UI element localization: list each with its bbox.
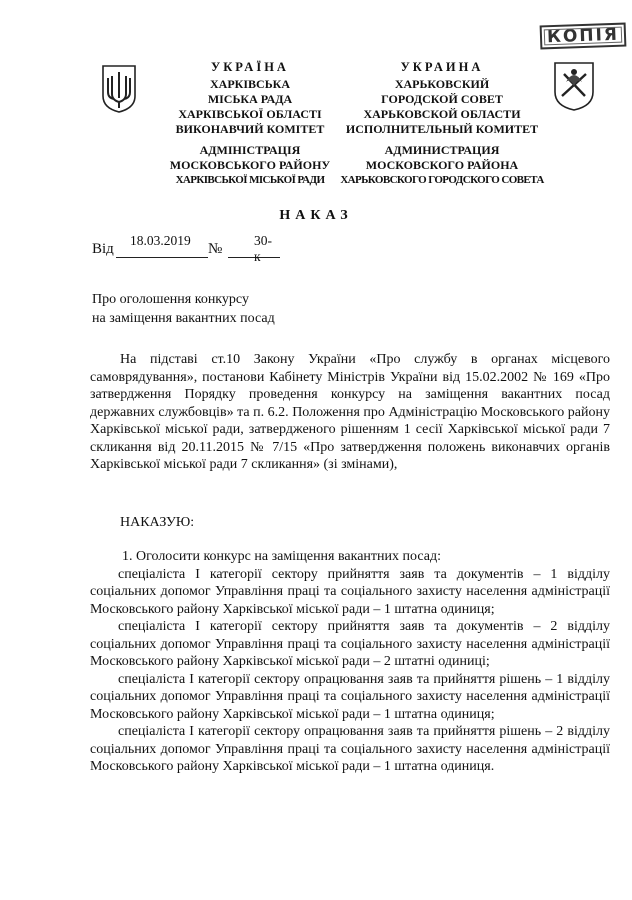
- header-line: ХАРЬКОВСКОГО ГОРОДСКОГО СОВЕТА: [340, 174, 544, 186]
- header-line: ИСПОЛНИТЕЛЬНЫЙ КОМИТЕТ: [345, 122, 539, 136]
- order-items: [90, 548, 610, 776]
- kharkiv-coat-of-arms-icon: [552, 60, 596, 112]
- header-country-ru: УКРАИНА: [400, 60, 484, 74]
- copy-stamp: КОПІЯ: [540, 23, 627, 50]
- preamble-paragraph: [90, 351, 610, 474]
- preamble-text: На підставі ст.10 Закону України «Про службу в органах місцевого самоврядування», постанови Кабінету Міністрів України від 15.02.2002 № 169 «Про затвердження Порядку проведення конкурсу на заміщення вакантних посад державних службовців» та п. 6.2. Положення про Адміністрацію Московського району Харківської міської ради, затвердженого рішенням 1 сесії Харківської міської ради 7 скликання від 20.11.2015 № 7/15 «Про затвердження положень виконавчих органів Харківської міської ради 7 скликання» (зі змінами),: [90, 352, 610, 472]
- header-line: АДМИНИСТРАЦИЯ: [384, 143, 500, 157]
- document-type-title: НАКАЗ: [279, 208, 353, 223]
- header-line: МОСКОВСКОГО РАЙОНА: [365, 158, 519, 172]
- order-subject: [92, 290, 275, 328]
- order-number: 30-к: [254, 233, 272, 264]
- position-item: спеціаліста І категорії сектору опрацювання заяв та прийняття рішень – 1 відділу соціальних допомог Управління праці та соціального захисту населення адміністрації Московського району Харківської міської ради – 1 штатна одиниця;: [90, 671, 610, 722]
- subject-line: Про оголошення конкурсу: [92, 292, 249, 307]
- header-line: ХАРЬКОВСКОЙ ОБЛАСТИ: [363, 107, 521, 121]
- number-label: №: [208, 241, 223, 257]
- header-line: МОСКОВСЬКОГО РАЙОНУ: [169, 158, 331, 172]
- header-line: ХАРЬКОВСКИЙ: [394, 77, 490, 91]
- header-country-ua: УКРАЇНА: [211, 60, 289, 74]
- position-item: спеціаліста І категорії сектору прийняття заяв та документів – 2 відділу соціальних допомог Управління праці та соціального захисту населення адміністрації Московського району Харківської міської ради – 2 штатні одиниці;: [90, 619, 610, 669]
- date-label: Від: [92, 241, 114, 257]
- header-line: МІСЬКА РАДА: [207, 92, 293, 106]
- position-item: спеціаліста І категорії сектору прийняття заяв та документів – 1 відділу соціальних допомог Управління праці та соціального захисту населення адміністрації Московського району Харківської міської ради – 1 штатна одиниця;: [90, 566, 610, 617]
- header-line: ХАРКІВСЬКОЇ МІСЬКОЇ РАДИ: [175, 174, 325, 186]
- trident-emblem-icon: [100, 64, 138, 114]
- header-line: ВИКОНАВЧИЙ КОМІТЕТ: [175, 122, 325, 136]
- header-line: ХАРКІВСЬКА: [209, 77, 290, 91]
- order-word: НАКАЗУЮ:: [120, 515, 195, 530]
- header-line: АДМІНІСТРАЦІЯ: [199, 143, 301, 157]
- subject-line: на заміщення вакантних посад: [92, 311, 275, 326]
- position-item: спеціаліста І категорії сектору опрацювання заяв та прийняття рішень – 2 відділу соціальних допомог Управління праці та соціального захисту населення адміністрації Московського району Харківської міської ради – 1 штатна одиниця.: [90, 724, 610, 774]
- order-date: 18.03.2019: [130, 233, 191, 248]
- header-line: ГОРОДСКОЙ СОВЕТ: [381, 92, 503, 106]
- header-ukrainian: [140, 60, 360, 188]
- header-line: ХАРКІВСЬКОЇ ОБЛАСТІ: [178, 107, 322, 121]
- header-russian: [332, 60, 552, 188]
- item-1: 1. Оголосити конкурс на заміщення вакантних посад:: [122, 549, 441, 564]
